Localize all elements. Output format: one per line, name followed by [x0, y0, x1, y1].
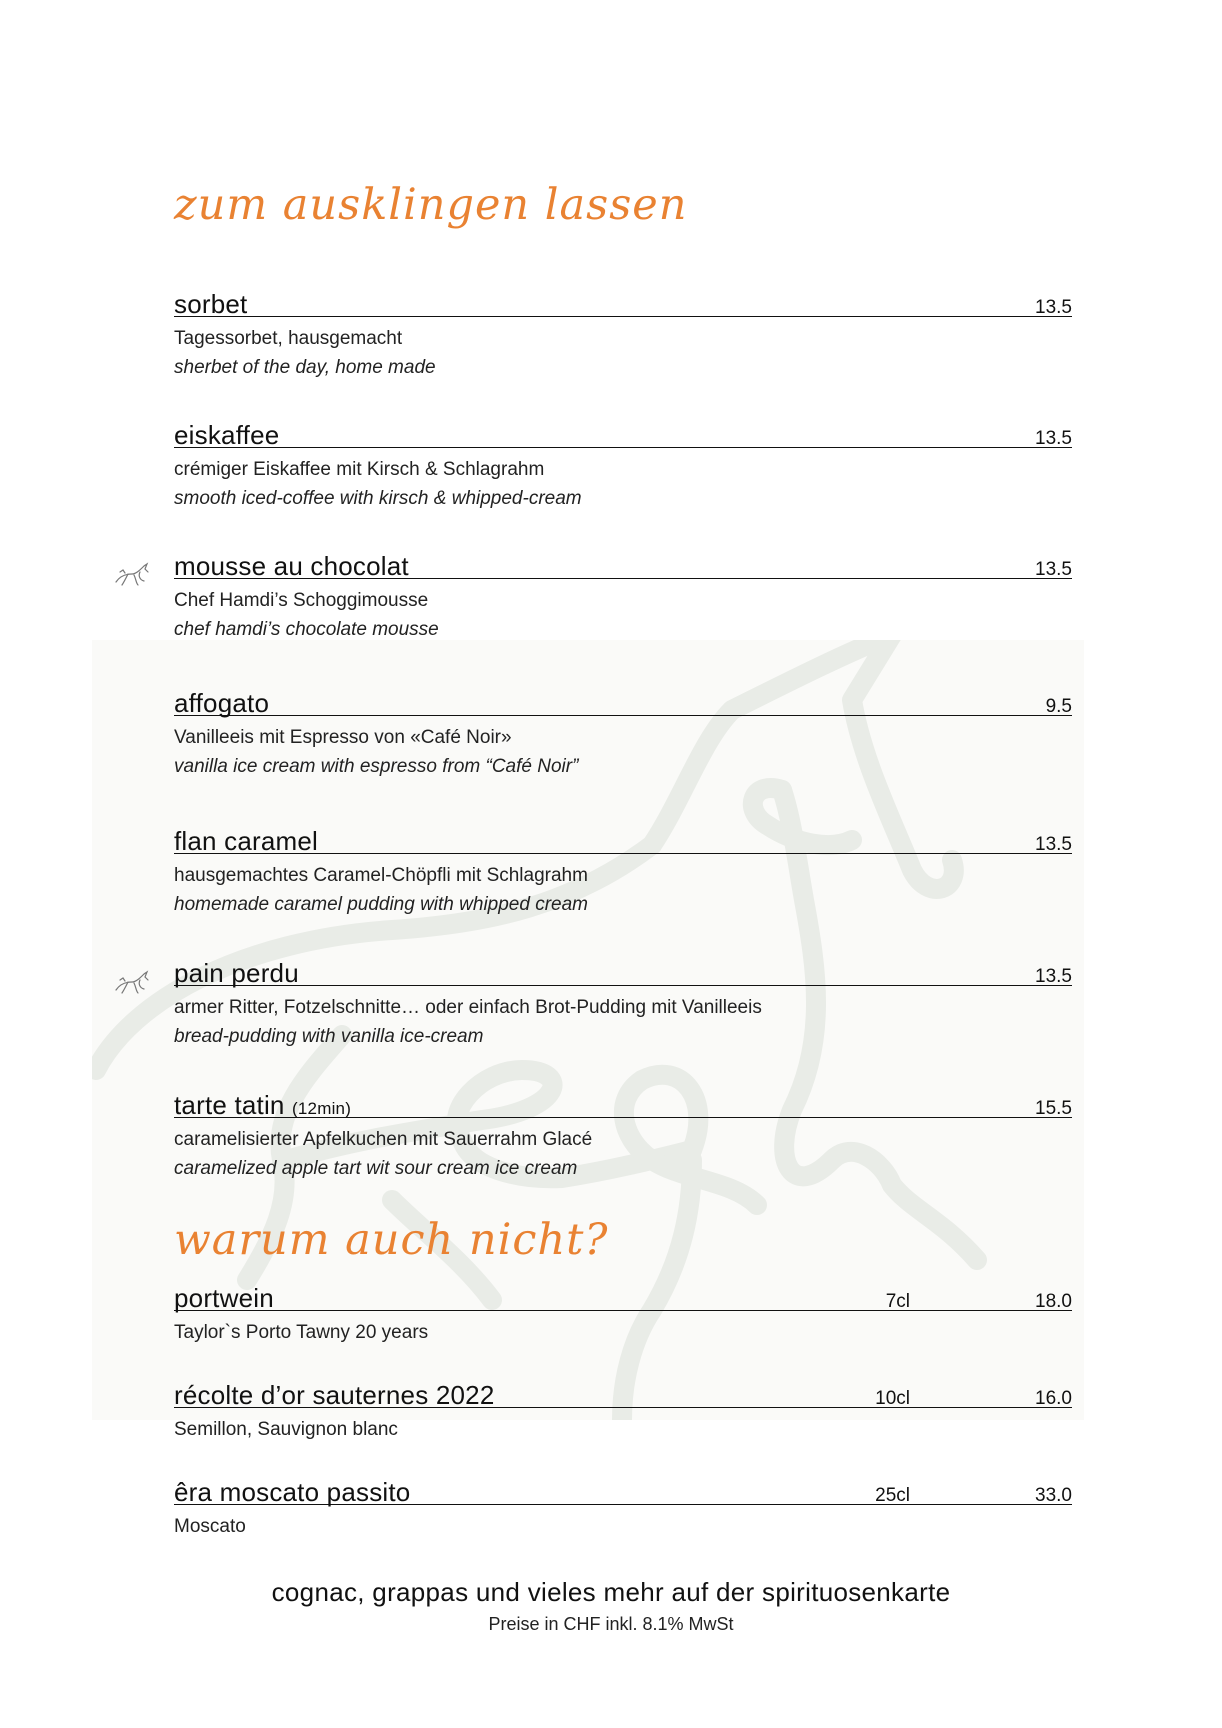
menu-item: [174, 284, 1072, 379]
item-name: pain perdu: [174, 958, 299, 988]
wine-item: [174, 1375, 1072, 1441]
item-name: êra moscato passito: [174, 1477, 411, 1507]
item-price: 33.0: [1035, 1485, 1072, 1506]
item-description-de: Chef Hamdi’s Schoggimousse: [174, 590, 429, 611]
item-name-text: tarte tatin: [174, 1090, 285, 1120]
item-description: Semillon, Sauvignon blanc: [174, 1419, 398, 1440]
item-volume: 10cl: [875, 1388, 910, 1409]
item-description-en: homemade caramel pudding with whipped cream: [174, 894, 589, 915]
item-description-en: bread-pudding with vanilla ice-cream: [174, 1026, 484, 1047]
item-price: 13.5: [1035, 297, 1072, 318]
footer-note: cognac, grappas und vieles mehr auf der spirituosenkarte: [271, 1577, 951, 1607]
item-name: [174, 1090, 351, 1121]
section-heading-desserts: zum ausklingen lassen: [174, 180, 688, 230]
item-price: 13.5: [1035, 428, 1072, 449]
section-heading-wines: warum auch nicht?: [174, 1215, 609, 1265]
item-description-en: chef hamdi’s chocolate mousse: [174, 619, 439, 640]
item-description-en: sherbet of the day, home made: [174, 357, 436, 378]
item-volume: 25cl: [875, 1485, 910, 1506]
item-description-en: caramelized apple tart wit sour cream ice cream: [174, 1158, 578, 1179]
item-price: 13.5: [1035, 966, 1072, 987]
item-name: récolte d’or sauternes 2022: [174, 1380, 495, 1410]
item-description-en: smooth iced-coffee with kirsch & whipped-cream: [174, 488, 582, 509]
item-name: sorbet: [174, 289, 248, 319]
item-description-de: Tagessorbet, hausgemacht: [174, 328, 403, 349]
item-price: 16.0: [1035, 1388, 1072, 1409]
wine-item: [174, 1472, 1072, 1538]
horse-icon: [114, 560, 150, 588]
item-price: 18.0: [1035, 1291, 1072, 1312]
item-description: Taylor`s Porto Tawny 20 years: [174, 1322, 429, 1343]
item-description: Moscato: [174, 1516, 246, 1537]
item-description-de: crémiger Eiskaffee mit Kirsch & Schlagrahm: [174, 459, 545, 480]
item-description-de: Vanilleeis mit Espresso von «Café Noir»: [174, 727, 512, 748]
item-note: (12min): [292, 1099, 352, 1118]
item-description-de: hausgemachtes Caramel-Chöpfli mit Schlagrahm: [174, 865, 588, 886]
item-name: flan caramel: [174, 826, 319, 856]
menu-item: [174, 546, 1072, 641]
menu-item: [174, 821, 1072, 916]
price-note: Preise in CHF inkl. 8.1% MwSt: [488, 1614, 734, 1634]
item-description-de: caramelisierter Apfelkuchen mit Sauerrahm Glacé: [174, 1129, 593, 1150]
menu-item: [174, 683, 1072, 778]
item-description-de: armer Ritter, Fotzelschnitte… oder einfach Brot-Pudding mit Vanilleeis: [174, 997, 762, 1018]
item-name: eiskaffee: [174, 420, 280, 450]
menu-item: [174, 953, 1072, 1048]
item-description-en: vanilla ice cream with espresso from “Café Noir”: [174, 756, 579, 777]
item-price: 13.5: [1035, 559, 1072, 580]
wine-item: [174, 1278, 1072, 1344]
item-name: affogato: [174, 688, 270, 718]
item-price: 9.5: [1045, 696, 1072, 717]
item-name: portwein: [174, 1283, 274, 1313]
horse-icon: [114, 968, 150, 996]
menu-item: [174, 415, 1072, 510]
item-name: mousse au chocolat: [174, 551, 409, 581]
menu-item: [174, 1085, 1072, 1180]
item-price: 13.5: [1035, 834, 1072, 855]
item-volume: 7cl: [885, 1291, 910, 1312]
item-price: 15.5: [1035, 1098, 1072, 1119]
